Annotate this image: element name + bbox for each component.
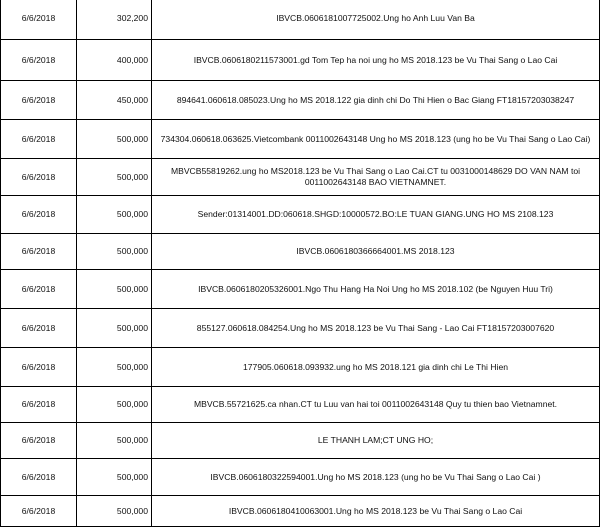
amount-cell: 500,000 [77, 196, 152, 234]
description-cell: IBVCB.0606180205326001.Ngo Thu Hang Ha Noi Ung ho MS 2018.102 (be Nguyen Huu Tri) [152, 270, 600, 309]
amount-cell: 450,000 [77, 81, 152, 120]
date-cell: 6/6/2018 [1, 120, 77, 159]
description-cell: 855127.060618.084254.Ung ho MS 2018.123 be Vu Thai Sang - Lao Cai FT18157203007620 [152, 309, 600, 348]
description-cell: LE THANH LAM;CT UNG HO; [152, 423, 600, 459]
amount-cell: 500,000 [77, 120, 152, 159]
table-row [1, 81, 600, 120]
amount-cell: 500,000 [77, 348, 152, 387]
table-row [1, 120, 600, 159]
table-row [1, 309, 600, 348]
date-cell: 6/6/2018 [1, 496, 77, 527]
date-cell: 6/6/2018 [1, 81, 77, 120]
amount-cell: 500,000 [77, 309, 152, 348]
table-row [1, 40, 600, 81]
date-cell: 6/6/2018 [1, 0, 77, 40]
description-cell: IBVCB.0606180366664001.MS 2018.123 [152, 234, 600, 270]
table-row [1, 0, 600, 40]
amount-cell: 500,000 [77, 459, 152, 496]
amount-cell: 500,000 [77, 387, 152, 423]
amount-cell: 500,000 [77, 234, 152, 270]
description-cell: IBVCB.0606180211573001.gd Tom Tep ha noi ung ho MS 2018.123 be Vu Thai Sang o Lao Cai [152, 40, 600, 81]
amount-cell: 500,000 [77, 423, 152, 459]
amount-cell: 500,000 [77, 159, 152, 196]
description-cell: IBVCB.0606180410063001.Ung ho MS 2018.123 be Vu Thai Sang o Lao Cai [152, 496, 600, 527]
table-row [1, 496, 600, 527]
description-cell: Sender:01314001.DD:060618.SHGD:10000572.BO:LE TUAN GIANG.UNG HO MS 2108.123 [152, 196, 600, 234]
table-row [1, 159, 600, 196]
amount-cell: 500,000 [77, 270, 152, 309]
description-cell: 894641.060618.085023.Ung ho MS 2018.122 gia dinh chi Do Thi Hien o Bac Giang FT18157203038247 [152, 81, 600, 120]
table-row [1, 423, 600, 459]
date-cell: 6/6/2018 [1, 159, 77, 196]
description-cell: IBVCB.0606181007725002.Ung ho Anh Luu Van Ba [152, 0, 600, 40]
table-row [1, 270, 600, 309]
amount-cell: 302,200 [77, 0, 152, 40]
table-row [1, 387, 600, 423]
date-cell: 6/6/2018 [1, 459, 77, 496]
date-cell: 6/6/2018 [1, 234, 77, 270]
description-cell: 177905.060618.093932.ung ho MS 2018.121 gia dinh chi Le Thi Hien [152, 348, 600, 387]
description-cell: 734304.060618.063625.Vietcombank 0011002643148 Ung ho MS 2018.123 (ung ho be Vu Thai Sang o Lao Cai) [152, 120, 600, 159]
amount-cell: 500,000 [77, 496, 152, 527]
table-row [1, 459, 600, 496]
amount-cell: 400,000 [77, 40, 152, 81]
date-cell: 6/6/2018 [1, 423, 77, 459]
table-row [1, 348, 600, 387]
date-cell: 6/6/2018 [1, 387, 77, 423]
date-cell: 6/6/2018 [1, 40, 77, 81]
table-row [1, 196, 600, 234]
description-cell: MBVCB55819262.ung ho MS2018.123 be Vu Thai Sang o Lao Cai.CT tu 0031000148629 DO VAN NAM toi 0011002643148 BAO VIETNAMNET. [152, 159, 600, 196]
date-cell: 6/6/2018 [1, 348, 77, 387]
table-row [1, 234, 600, 270]
description-cell: IBVCB.0606180322594001.Ung ho MS 2018.123 (ung ho be Vu Thai Sang o Lao Cai ) [152, 459, 600, 496]
description-cell: MBVCB.55721625.ca nhan.CT tu Luu van hai toi 0011002643148 Quy tu thien bao Vietnamnet. [152, 387, 600, 423]
date-cell: 6/6/2018 [1, 309, 77, 348]
date-cell: 6/6/2018 [1, 270, 77, 309]
date-cell: 6/6/2018 [1, 196, 77, 234]
